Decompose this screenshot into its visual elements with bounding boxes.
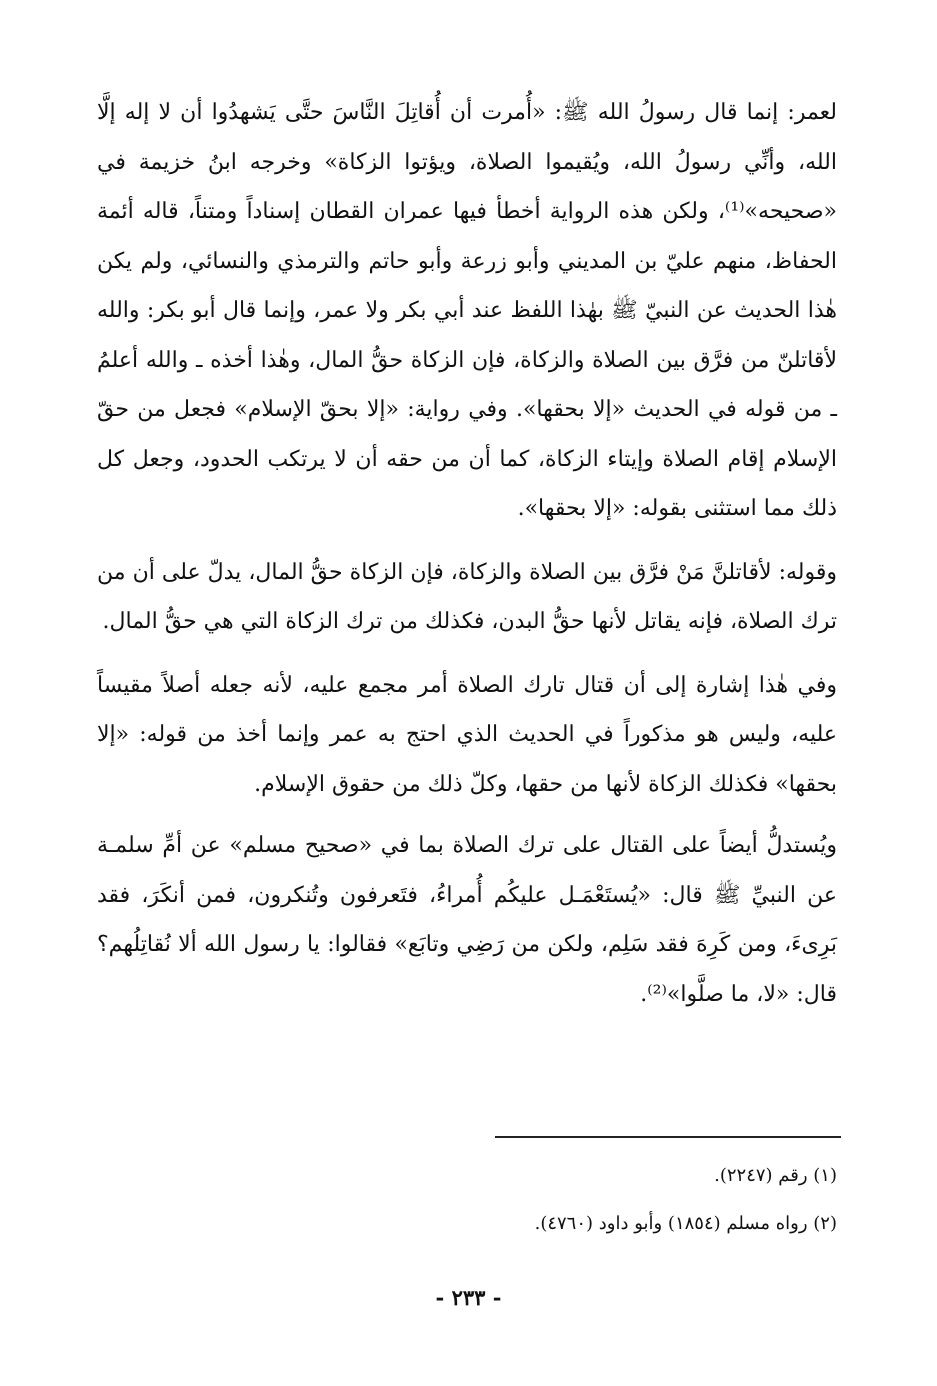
paragraph-4: ويُستدلُّ أيضاً على القتال على ترك الصلاة بما في «صحيح مسلم» عن أمِّ سلمـة عن النبيِّ ﷺ قال: «يُستَعْمَـل عليكُم أُمراءُ، فتَعرفون وتُنكرون، فمن أنكَرَ، فقد بَرِىءَ، ومن كَرِهَ فقد سَلِم، ولكن من رَضِي وتابَع» فقالوا: يا رسول الله ألا نُقاتِلُهم؟ قال: «لا، ما صلَّوا»⁽²⁾. [97, 833, 837, 1007]
footnote-1: (١) رقم (٢٢٤٧). [714, 1165, 837, 1186]
main-text [97, 88, 837, 1019]
footnote-2: (٢) رواه مسلم (١٨٥٤) وأبو داود (٤٧٦٠). [534, 1213, 837, 1234]
paragraph-2: وقوله: لأقاتلنَّ مَنْ فرَّق بين الصلاة والزكاة، فإن الزكاة حقُّ المال، يدلّ على أن من ترك الصلاة، فإنه يقاتل لأنها حقُّ البدن، فكذلك من ترك الزكاة التي هي حقُّ المال. [97, 559, 837, 634]
paragraph-1: لعمر: إنما قال رسولُ الله ﷺ: «أُمرت أن أُقاتِلَ النَّاسَ حتَّى يَشهدُوا أن لا إله إلَّا الله، وأنِّي رسولُ الله، ويُقيموا الصلاة، ويؤتوا الزكاة» وخرجه ابنُ خزيمة في «صحيحه»⁽¹⁾، ولكن هذه الرواية أخطأ فيها عمران القطان إسناداً ومتناً، قاله أئمة الحفاظ، منهم عليّ بن المديني وأبو زرعة وأبو حاتم والترمذي والنسائي، ولم يكن هٰذا الحديث عن النبيّ ﷺ بهٰذا اللفظ عند أبي بكر ولا عمر، وإنما قال أبو بكر: والله لأقاتلنّ من فرَّق بين الصلاة والزكاة، فإن الزكاة حقُّ المال، وهٰذا أخذه ـ والله أعلمُ ـ من قوله في الحديث «إلا بحقها». وفي رواية: «إلا بحقّ الإسلام» فجعل من حقّ الإسلام إقام الصلاة وإيتاء الزكاة، كما أن من حقه أن لا يرتكب الحدود، وجعل كل ذلك مما استثنى بقوله: «إلا بحقها». [97, 100, 837, 521]
paragraph-3: وفي هٰذا إشارة إلى أن قتال تارك الصلاة أمر مجمع عليه، لأنه جعله أصلاً مقيساً عليه، وليس هو مذكوراً في الحديث الذي احتج به عمر وإنما أخذ من قوله: «إلا بحقها» فكذلك الزكاة لأنها من حقها، وكلّ ذلك من حقوق الإسلام. [97, 672, 837, 797]
page-number: - ٢٣٣ - [435, 1285, 502, 1310]
footnote-divider [495, 1136, 841, 1138]
footnotes [97, 1163, 837, 1237]
